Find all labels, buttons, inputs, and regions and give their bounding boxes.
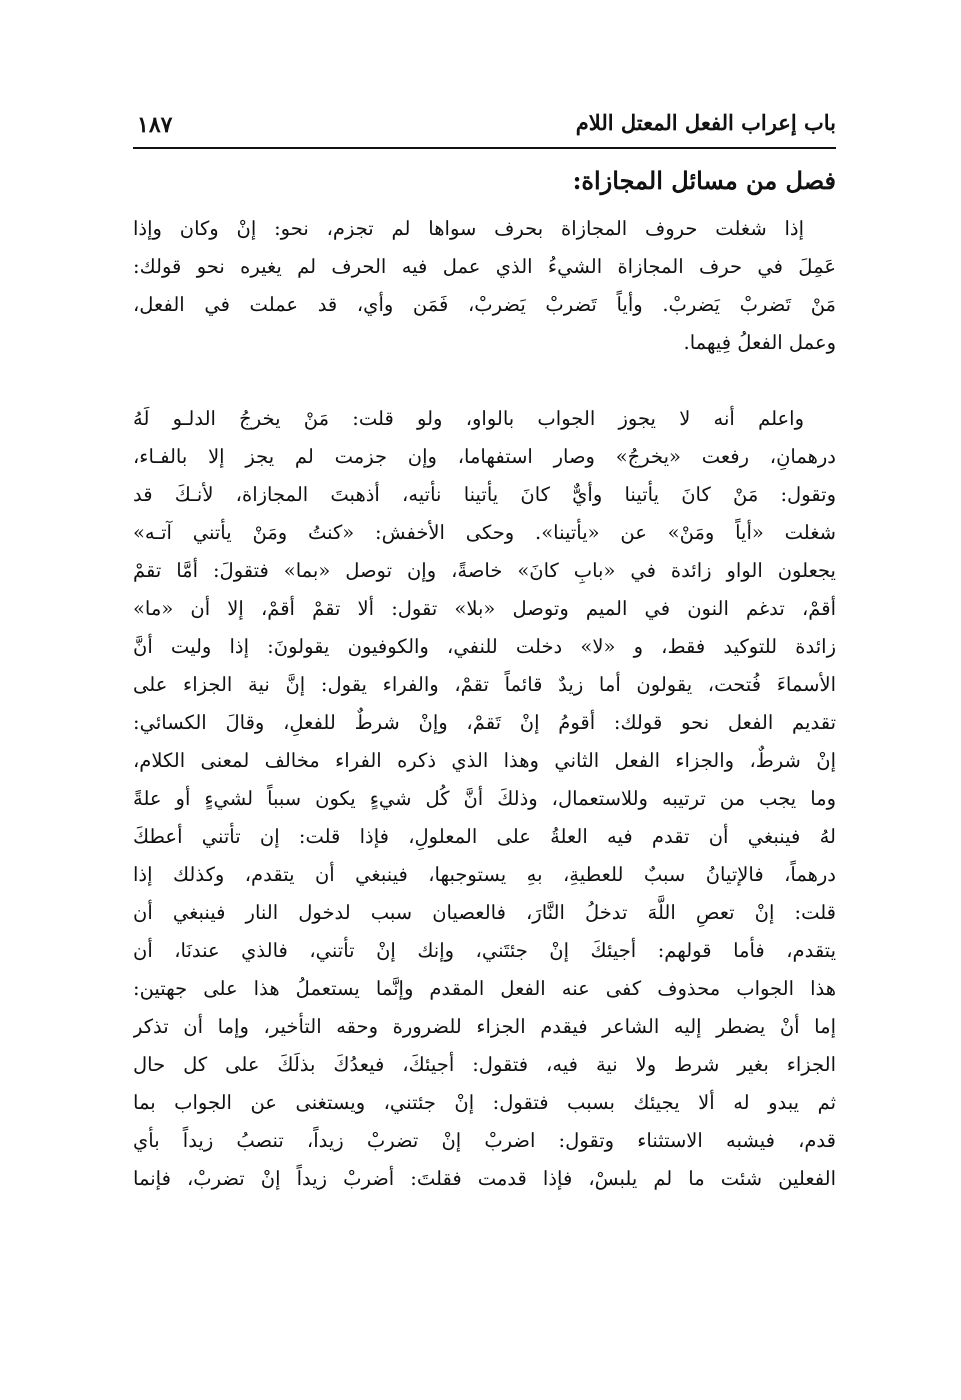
paragraph-line: لهُ فينبغي أن تقدم فيه العلةُ على المعلولِ، فإذا قلت: إن تأتني أعطكَ <box>133 825 836 848</box>
paragraph-line: شغلت «أياً ومَنْ» عن «يأتينا». وحكى الأخفش: «كنتُ ومَنْ يأتني آتـه» <box>133 521 836 544</box>
paragraph-line: يجعلون الواو زائدة في «بابِ كانَ» خاصةً، وإن توصل «بما» فتقولَ: أمَّا تقمْ <box>133 559 836 582</box>
paragraph-line: الفعلين شئت ما لم يلبسْ، فإذا قدمت فقلتَ: أضربْ زيداً إنْ تضربْ، فإنما <box>133 1167 836 1190</box>
paragraph-line: تقديم الفعل نحو قولك: أقومُ إنْ تَقمْ، وإنْ شرطٌ للفعلِ، وقالَ الكسائي: <box>133 711 836 734</box>
paragraph-line: قدم، فيشبه الاستثناء وتقول: اضربْ إنْ تضربْ زيداً، تنصبُ زيداً بأي <box>133 1129 836 1152</box>
book-page <box>133 0 836 1400</box>
section-heading: فصل من مسائل المجازاة: <box>572 166 836 195</box>
page-number: ١٨٧ <box>137 112 173 138</box>
paragraph-line: إذا شغلت حروف المجازاة بحرف سواها لم تجزم، نحو: إنْ وكان وإذا <box>133 217 804 240</box>
paragraph-line: واعلم أنه لا يجوز الجواب بالواو، ولو قلت: مَنْ يخرجُ الدلـو لَهُ <box>133 407 804 430</box>
paragraph-line: درهمانِ، رفعت «يخرجُ» وصار استفهاما، وإن جزمت لم يجز إلا بالفـاء، <box>133 445 836 468</box>
paragraph-line: عَمِلَ في حرف المجازاة الشيءُ الذي عمل فيه الحرف لم يغيره نحو قولك: <box>133 255 836 278</box>
paragraph-line: مَنْ تَضربْ يَضربْ. وأياً تَضربْ يَضربْ، فَمَن وأي، قد عملت في الفعل، <box>133 293 836 316</box>
paragraph-line: وتقول: مَنْ كانَ يأتينا وأيٌّ كانَ يأتينا نأتيه، أذهبتَ المجازاة، لأنـكَ قد <box>133 483 836 506</box>
paragraph-line: يتقدم، فأما قولهم: أجيئكَ إنْ جئتَني، وإنك إنْ تأتني، فالذي عندنَا، أن <box>133 939 836 962</box>
paragraph-line: قلت: إنْ تعصِ اللَّهَ تدخلُ النَّارَ، فالعصيان سبب لدخول النار فينبغي أن <box>133 901 836 924</box>
paragraph-line: هذا الجواب محذوف كفى عنه الفعل المقدم وإنَّما يستعملُ هذا على جهتين: <box>133 977 836 1000</box>
paragraph-line: إنْ شرطٌ، والجزاء الفعل الثاني وهذا الذي ذكره الفراء مخالف لمعنى الكلام، <box>133 749 836 772</box>
paragraph-1 <box>133 210 836 362</box>
paragraph-line: أقمْ، تدغم النون في الميم وتوصل «بلا» تقول: ألا تقمْ أقمْ، إلا أن «ما» <box>133 597 836 620</box>
paragraph-line: زائدة للتوكيد فقط، و «لا» دخلت للنفي، والكوفيون يقولونَ: إذا وليت أنَّ <box>133 635 836 658</box>
paragraph-line: إما أنْ يضطر إليه الشاعر فيقدم الجزاء للضرورة وحقه التأخير، وإما أن تذكر <box>133 1015 836 1038</box>
paragraph-line: درهماً، فالإتيانُ سببٌ للعطيةِ، بهِ يستوجبها، فينبغي أن يتقدم، وكذلك إذا <box>133 863 836 886</box>
paragraph-line: وما يجب من ترتيبه وللاستعمال، وذلكَ أنَّ كُل شيءٍ يكون سبباً لشيءٍ أو علةً <box>133 787 836 810</box>
paragraph-line: الأسماءَ فُتحت، يقولون أما زيدٌ قائماً تقمْ، والفراء يقول: إنَّ نية الجزاء على <box>133 673 836 696</box>
paragraph-line: وعمل الفعلُ فِيهما. <box>683 331 836 354</box>
paragraph-line: ثم يبدو له ألا يجيئك بسبب فتقول: إنْ جئتني، ويستغنى عن الجواب بما <box>133 1091 836 1114</box>
running-header-title: باب إعراب الفعل المعتل اللام <box>575 110 836 135</box>
paragraph-line: الجزاء بغير شرط ولا نية فيه، فتقول: أجيئكَ، فيعدُكَ بذلَكَ على كل حال <box>133 1053 836 1076</box>
paragraph-2 <box>133 400 836 1198</box>
header-divider <box>133 147 836 149</box>
